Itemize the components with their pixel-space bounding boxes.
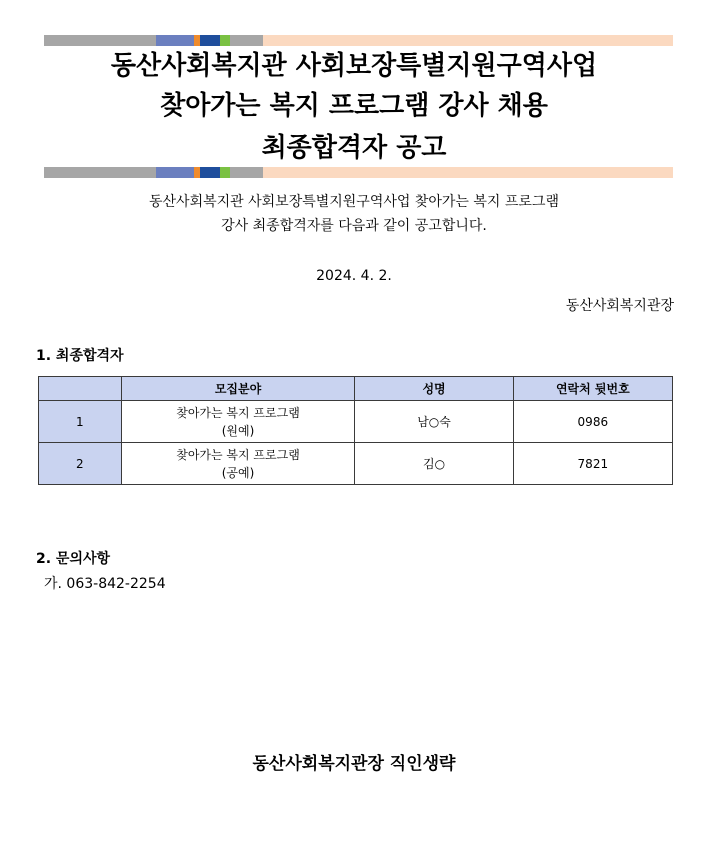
row-name: 남○숙: [355, 401, 513, 443]
row-phone: 7821: [513, 443, 672, 485]
row-number: 1: [39, 401, 122, 443]
row-field: [121, 443, 355, 485]
header-cell-number: [39, 377, 122, 401]
title-top-decorative-bar: [44, 35, 673, 46]
table-header-row: [39, 377, 673, 401]
bar-segment-gray: [44, 167, 156, 178]
row-field: [121, 401, 355, 443]
issuer-name: 동산사회복지관장: [565, 298, 674, 314]
bar-segment-gray: [230, 35, 263, 46]
header-cell-phone: 연락처 뒷번호: [513, 377, 672, 401]
bar-segment-blue: [200, 35, 220, 46]
footer-seal-omitted: 동산사회복지관장 직인생략: [252, 754, 456, 774]
section-inquiry-heading: 2. 문의사항: [36, 551, 111, 567]
intro-line-1: 동산사회복지관 사회보장특별지원구역사업 찾아가는 복지 프로그램: [149, 194, 559, 210]
bar-segment-green: [220, 35, 230, 46]
bar-segment-peach: [263, 167, 673, 178]
inquiry-phone: 가. 063-842-2254: [44, 576, 166, 592]
row-field-line-2: (원예): [221, 423, 255, 438]
table-row: [39, 401, 673, 443]
bar-segment-blue: [200, 167, 220, 178]
bar-segment-slate: [156, 35, 194, 46]
header-cell-field: 모집분야: [121, 377, 355, 401]
bar-segment-gray: [44, 35, 156, 46]
final-candidates-table: [38, 376, 673, 485]
row-phone: 0986: [513, 401, 672, 443]
table-row: [39, 443, 673, 485]
section-final-candidates-heading: 1. 최종합격자: [36, 348, 124, 364]
title-line-1: 동산사회복지관 사회보장특별지원구역사업: [110, 51, 598, 81]
row-number: 2: [39, 443, 122, 485]
bar-segment-gray: [230, 167, 263, 178]
title-bottom-decorative-bar: [44, 167, 673, 178]
row-field-line-1: 찾아가는 복지 프로그램: [176, 405, 300, 420]
title-line-3: 최종합격자 공고: [261, 133, 447, 163]
title-line-2: 찾아가는 복지 프로그램 강사 채용: [160, 91, 548, 121]
row-field-line-1: 찾아가는 복지 프로그램: [176, 447, 300, 462]
announcement-date: 2024. 4. 2.: [316, 268, 392, 284]
bar-segment-slate: [156, 167, 194, 178]
bar-segment-green: [220, 167, 230, 178]
row-field-line-2: (공예): [221, 465, 255, 480]
intro-paragraph: [0, 190, 708, 238]
row-name: 김○: [355, 443, 513, 485]
bar-segment-peach: [263, 35, 673, 46]
intro-line-2: 강사 최종합격자를 다음과 같이 공고합니다.: [221, 218, 487, 234]
header-cell-name: 성명: [355, 377, 513, 401]
